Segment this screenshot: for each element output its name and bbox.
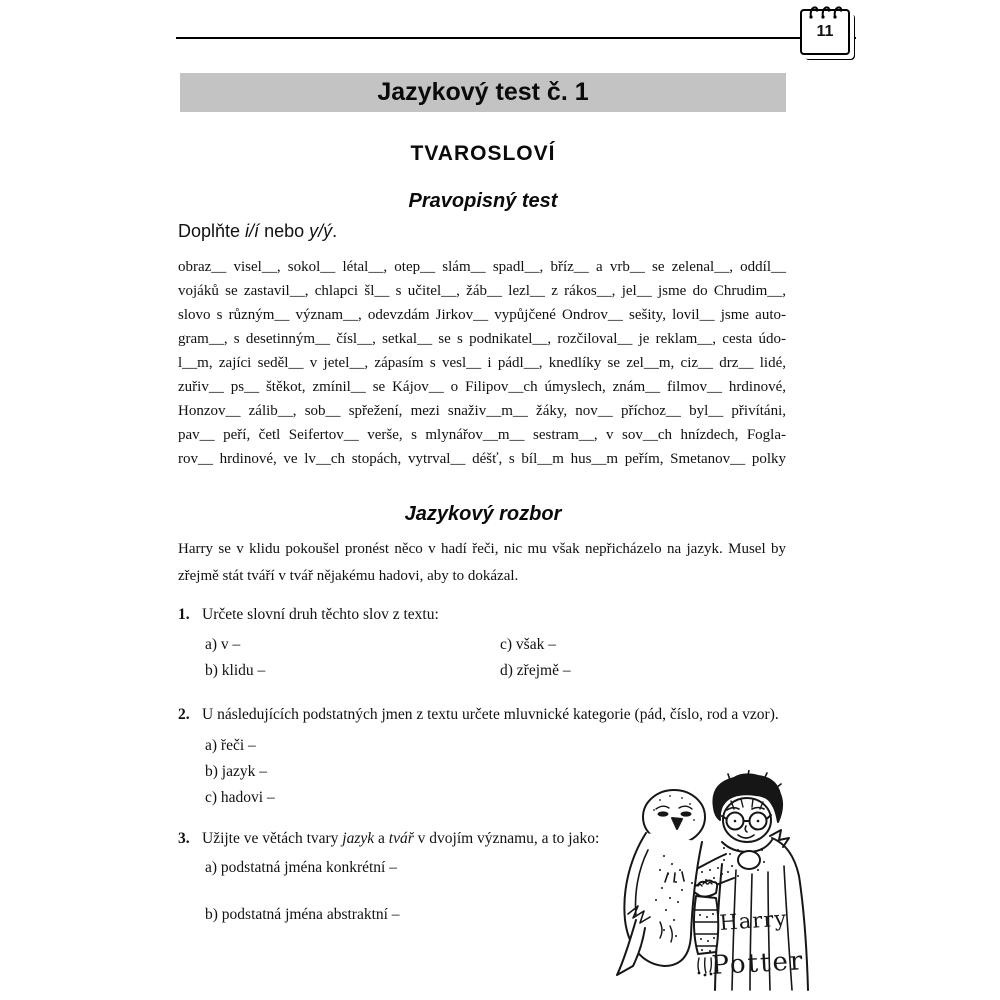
instruction-letters-i: i/í xyxy=(245,221,260,241)
fill-in-exercise-text xyxy=(178,255,786,471)
top-rule-divider xyxy=(176,37,856,39)
page-number: 11 xyxy=(816,23,834,40)
exercise-line: slovo s různým__ význam__, odevzdám Jirkov__ vypůjčené Ondrov__ sešity, lovil__ jsme auto- xyxy=(178,307,786,323)
notepad-page-number-icon xyxy=(800,9,850,55)
illustration-caption-harry: Harry xyxy=(718,906,788,935)
question-1-head xyxy=(178,606,788,624)
subsection-heading-jazykovy-rozbor: Jazykový rozbor xyxy=(404,503,562,525)
question-3-text-middle: a xyxy=(374,830,389,847)
question-3-text-suffix: v dvojím významu, a to jako: xyxy=(413,830,600,847)
exercise-instruction xyxy=(178,221,337,242)
question-3-italic-jazyk: jazyk xyxy=(342,830,375,847)
question-3-italic-tvar: tvář xyxy=(388,830,414,847)
instruction-conjunction: nebo xyxy=(259,221,310,241)
question-1-text: Určete slovní druh těchto slov z textu: xyxy=(202,606,439,623)
exercise-line: Honzov__ zálib__, sob__ spřežení, mezi snaživ__m__ žáky, nov__ příchoz__ byl__ přivítáni, xyxy=(178,403,786,419)
illustration-caption-potter: Potter xyxy=(710,946,806,981)
question-1-item-a: a) v – xyxy=(205,636,241,653)
question-3-item-a: a) podstatná jména konkrétní – xyxy=(205,859,397,876)
subsection-heading-pravopisny-test: Pravopisný test xyxy=(408,190,558,212)
question-2-head xyxy=(178,706,788,724)
chapter-title: Jazykový test č. 1 xyxy=(377,78,589,106)
question-2-item-a: a) řeči – xyxy=(205,737,256,754)
question-2-item-b: b) jazyk – xyxy=(205,763,267,780)
question-3-text xyxy=(202,830,599,848)
section-heading-tvaroslovi: TVAROSLOVÍ xyxy=(410,142,556,165)
exercise-line: gram__, s desetinným__ čísl__, setkal__ se s podnikatel__, rozčiloval__ je reklam__, cesta údo- xyxy=(178,331,786,347)
instruction-letters-y: y/ý xyxy=(309,221,333,241)
instruction-suffix: . xyxy=(332,221,338,241)
exercise-line: l__m, zajíci seděl__ v jetel__, zápasím s vesl__ i pádl__, knedlíky se zel__m, ciz__ drz__ lidé, xyxy=(178,355,786,371)
question-3-text-prefix: Užijte ve větách tvary xyxy=(202,830,343,847)
question-1 xyxy=(178,606,788,686)
chapter-title-bar xyxy=(180,73,786,112)
question-1-number: 1. xyxy=(178,606,190,623)
question-2-item-c: c) hadovi – xyxy=(205,789,275,806)
question-2-number: 2. xyxy=(178,706,190,723)
spiral-binding-icon xyxy=(805,1,845,19)
question-2-text: U následujících podstatných jmen z textu určete mluvnické kategorie (pád, číslo, rod a vzor). xyxy=(202,706,779,723)
question-3-number: 3. xyxy=(178,830,190,847)
harry-potter-with-owl-illustration xyxy=(612,770,817,995)
question-3-item-b: b) podstatná jména abstraktní – xyxy=(205,906,400,923)
question-1-item-d: d) zřejmě – xyxy=(500,662,571,679)
instruction-prefix: Doplňte xyxy=(178,221,246,241)
exercise-line: rov__ hrdinové, ve lv__ch stopách, vytrval__ déšť, s bíl__m hus__m peřím, Smetanov__ polky xyxy=(178,451,786,467)
exercise-line: vojáků se zastavil__, chlapci šl__ s učitel__, žáb__ lezl__ z rákos__, jel__ jsme do Chrudim__, xyxy=(178,283,786,299)
question-1-item-b: b) klidu – xyxy=(205,662,266,679)
exercise-line: zuřiv__ ps__ štěkot, zmínil__ se Kájov__ o Filipov__ch úmyslech, znám__ filmov__ hrdinové, xyxy=(178,379,786,395)
harry-potter-drawing xyxy=(612,770,817,995)
question-1-item-c: c) však – xyxy=(500,636,556,653)
exercise-line: pav__ peří, četl Seifertov__ verše, s mlynářov__m__ sestram__, v sov__ch hnízdech, Fogla- xyxy=(178,427,786,443)
exercise-line: obraz__ visel__, sokol__ létal__, otep__ slám__ spadl__, bříz__ a vrb__ se zelenal__, oddíl__ xyxy=(178,259,786,275)
reading-passage: Harry se v klidu pokoušel pronést něco v hadí řeči, nic mu však nepřicházelo na jazyk. Musel by zřejmě stát tváří v tvář nějakému hadovi, aby to dokázal. xyxy=(178,541,786,584)
